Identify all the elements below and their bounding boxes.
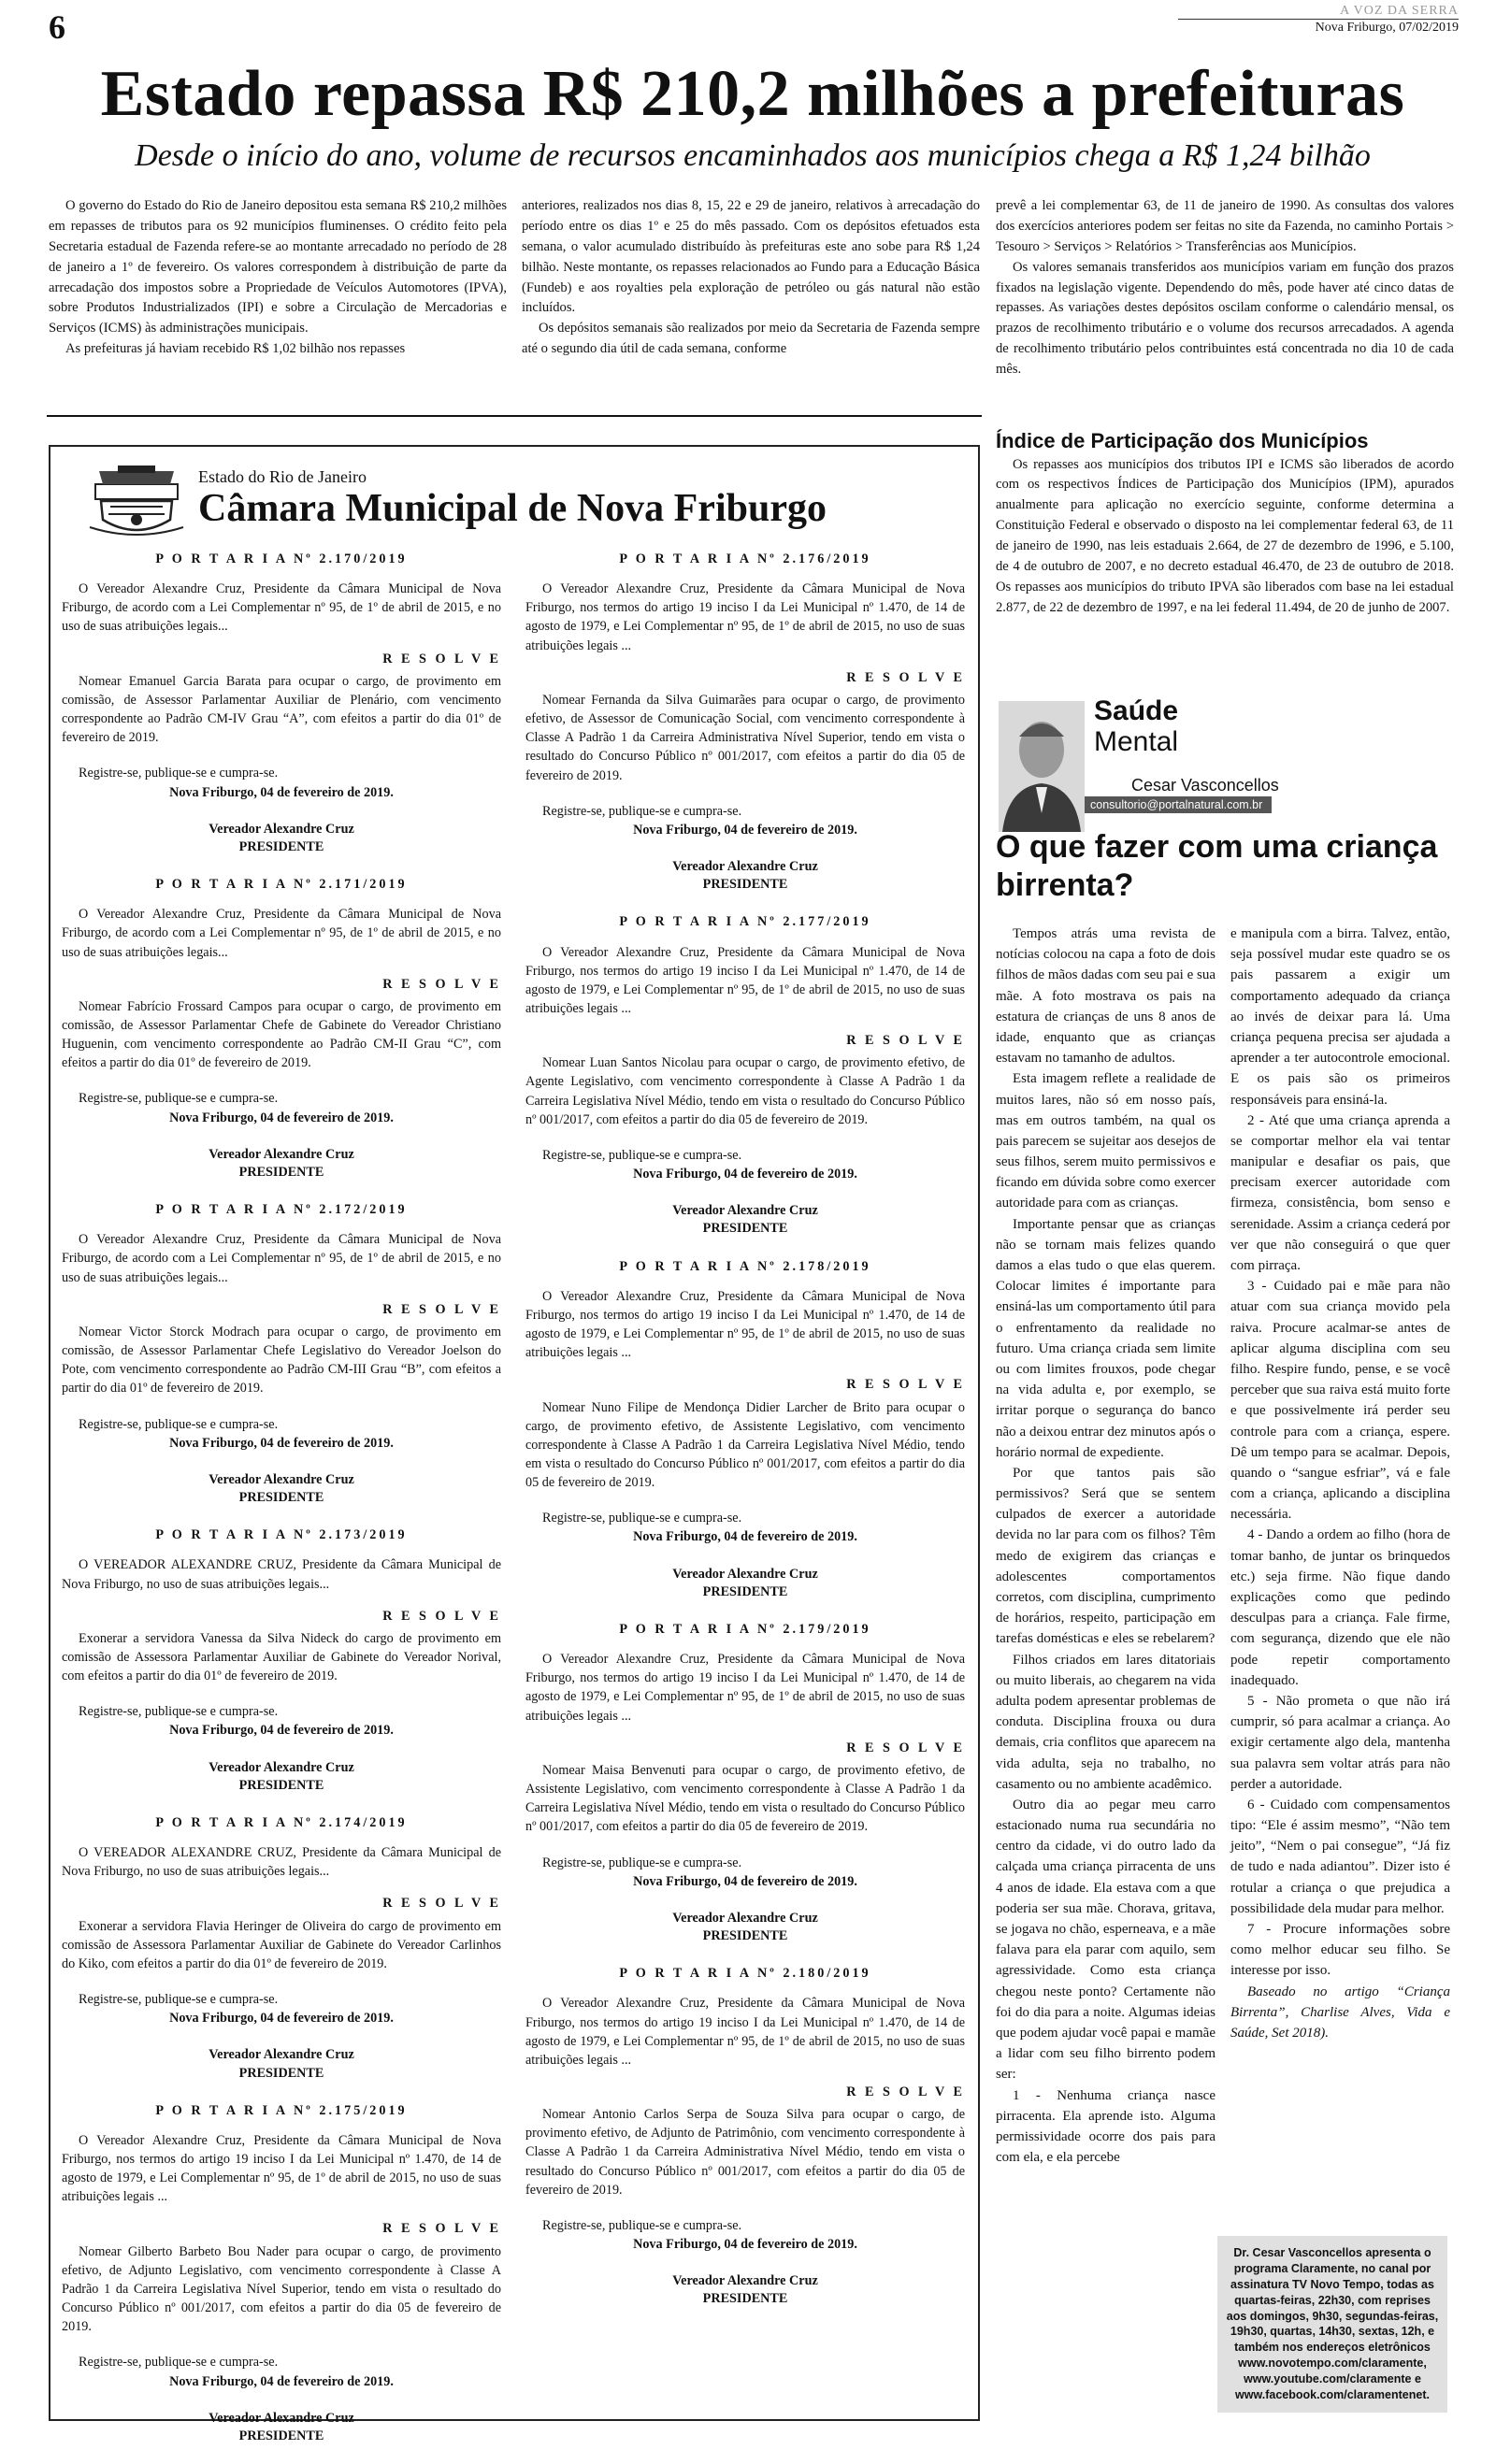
indice-section: [996, 428, 1454, 619]
portaria-resolve: R E S O L V E: [382, 1896, 501, 1912]
portaria-intro: O Vereador Alexandre Cruz, Presidente da Câmara Municipal de Nova Friburgo, nos termos do artigo 19 inciso I da Lei Municipal nº 1.470, de 14 de agosto de 1979, e Lei Complementar nº 95, de 1º de abril de 2015, no uso de suas atribuições legais ...: [525, 1652, 965, 1724]
portaria-title: P O R T A R I A Nº 2.173/2019: [155, 1527, 408, 1543]
portaria-notice: [525, 1620, 965, 1945]
portaria-title: P O R T A R I A Nº 2.180/2019: [619, 1966, 871, 1982]
portaria-role: PRESIDENTE: [702, 1583, 788, 1599]
coat-of-arms-icon: [90, 466, 183, 537]
portaria-register: Registre-se, publique-se e cumpra-se.: [79, 1091, 279, 1107]
portaria-signer: Vereador Alexandre Cruz: [209, 1471, 354, 1487]
portaria-signer: Vereador Alexandre Cruz: [672, 1203, 818, 1219]
column-paragraph: Esta imagem reflete a realidade de muitos lares, não só em nosso país, mas em outros também, na qual os pais parecem se sujeitar aos desejos de seus filhos, serem muito permissivos e ficando em dúvida sobre como exercer autoridade para com as crianças.: [996, 1071, 1216, 1211]
portaria-body: Nomear Luan Santos Nicolau para ocupar o cargo, de provimento efetivo, de Agente Legislativo, com vencimento correspondente à Classe A Padrão 1 da Carreira Legislativa Nível Médio, tendo em vista o resultado do Concurso Público nº 001/2017, com efeitos a partir do dia 05 de fevereiro de 2019.: [525, 1055, 965, 1127]
portaria-register: Registre-se, publique-se e cumpra-se.: [79, 2355, 279, 2371]
article-column-2: [522, 196, 980, 360]
portaria-register: Registre-se, publique-se e cumpra-se.: [79, 1704, 279, 1720]
column-paragraph: Importante pensar que as crianças não se tornam mais felizes quando damos a elas tudo o que elas querem. Colocar limites é importante para ensiná-las um comportamento útil para o enfrentamento da realidade no futuro. Uma criança criada sem limite ou com limites frouxos, pode chegar na vida adulta e, por exemplo, se irritar porque o segurança do banco não a deixou entrar dez minutos após o horário normal de expediente.: [996, 1216, 1216, 1460]
portaria-register: Registre-se, publique-se e cumpra-se.: [79, 766, 279, 781]
column-body-1: [996, 924, 1216, 2168]
portaria-role: PRESIDENTE: [702, 1928, 788, 1944]
column-paragraph: 2 - Até que uma criança aprenda a se comportar melhor ela vai tentar manipular e desafiar os pais, que precisam exercer autoridade com firmeza, consistência, bom senso e serenidade. Assim a criança cederá por ver que não conseguirá o que quer com pirraça.: [1230, 1112, 1450, 1273]
portaria-resolve: R E S O L V E: [382, 1608, 501, 1624]
portaria-signer: Vereador Alexandre Cruz: [209, 2410, 354, 2426]
portaria-resolve: R E S O L V E: [846, 1740, 965, 1755]
column-paragraph: 5 - Não prometa o que não irá cumprir, só para acalmar a criança. Ao exigir certamente algo dela, mantenha sua palavra sem voltar atrás para não perder a autoridade.: [1230, 1693, 1450, 1792]
column-paragraph: Tempos atrás uma revista de notícias colocou na capa a foto de dois filhos de mãos dadas com seu pai e sua mãe. A foto mostrava os pais na estatura de crianças de uns 8 anos de idade, enquanto que as crianças estavam no tamanho de adultos.: [996, 926, 1216, 1067]
portaria-notice: [525, 912, 965, 1238]
edition-date: Nova Friburgo, 07/02/2019: [1178, 19, 1459, 36]
portaria-resolve: R E S O L V E: [382, 976, 501, 992]
portaria-role: PRESIDENTE: [238, 1490, 324, 1506]
article-column-3: [996, 196, 1454, 380]
camara-title: Câmara Municipal de Nova Friburgo: [198, 487, 827, 530]
column-body-2: [1230, 924, 1450, 2043]
portarias-left-column: [62, 550, 501, 2464]
column-credit: Baseado no artigo “Criança Birrenta”, Charlise Alves, Vida e Saúde, Set 2018).: [1230, 1984, 1450, 2041]
column-paragraph: Por que tantos pais são permissivos? Será que se sentem culpados de exercer a autoridade devida no lar para com os filhos? Têm medo de exigirem das crianças e adolescentes comportamentos corretos, com disciplina, cumprimento de horários, respeito, participação em tarefas domésticas e eles se rebelarem?: [996, 1465, 1216, 1647]
portaria-intro: O Vereador Alexandre Cruz, Presidente da Câmara Municipal de Nova Friburgo, nos termos do artigo 19 inciso I da Lei Municipal nº 1.470, de 14 de agosto de 1979, e Lei Complementar nº 95, de 1º de abril de 2015, no uso de suas atribuições legais ...: [525, 1996, 965, 2068]
portaria-notice: [525, 1257, 965, 1601]
portaria-body: Nomear Nuno Filipe de Mendonça Didier Larcher de Brito para ocupar o cargo, de provimento efetivo, de Assistente Legislativo, com vencimento correspondente à Classe A Padrão 1 da Carreira Legislativa Nível Médio, tendo em vista o resultado do Concurso Público nº 001/2017, com efeitos a partir do dia 05 de fevereiro de 2019.: [525, 1399, 965, 1491]
portaria-signer: Vereador Alexandre Cruz: [672, 1910, 818, 1926]
column-paragraph: 7 - Procure informações sobre como melhor educar seu filho. Se interesse por isso.: [1230, 1922, 1450, 1979]
portaria-body: Nomear Antonio Carlos Serpa de Souza Silva para ocupar o cargo, de provimento efetivo, de Adjunto de Patrimônio, com vencimento correspondente à Classe A Padrão 1 da Carreira Administrativa Nível Médio, tendo em vista o resultado do Concurso Público nº 001/2017, com efeitos a partir do dia 05 de fevereiro de 2019.: [525, 2107, 965, 2198]
portaria-body: Nomear Emanuel Garcia Barata para ocupar o cargo, de provimento em comissão, de Assessor Parlamentar Auxiliar de Plenário, com vencimento correspondente ao Padrão CM-IV Grau “A”, com efeitos a partir do dia 01º de fevereiro de 2019.: [62, 673, 501, 746]
portaria-place-date: Nova Friburgo, 04 de fevereiro de 2019.: [169, 1723, 394, 1739]
article-paragraph: prevê a lei complementar 63, de 11 de janeiro de 1990. As consultas dos valores dos exercícios anteriores podem ser feitas no site da Fazenda, no caminho Portais > Tesouro > Serviços > Relatórios > Transferências aos Municípios.: [996, 198, 1454, 254]
portaria-intro: O VEREADOR ALEXANDRE CRUZ, Presidente da Câmara Municipal de Nova Friburgo, no uso de suas atribuições legais...: [62, 1557, 501, 1592]
portaria-role: PRESIDENTE: [238, 1777, 324, 1793]
portaria-place-date: Nova Friburgo, 04 de fevereiro de 2019.: [169, 1110, 394, 1125]
portaria-register: Registre-se, publique-se e cumpra-se.: [542, 1511, 742, 1526]
portaria-register: Registre-se, publique-se e cumpra-se.: [542, 803, 742, 819]
author-email: consultorio@portalnatural.com.br: [1085, 796, 1272, 813]
portaria-register: Registre-se, publique-se e cumpra-se.: [79, 1992, 279, 2008]
portaria-notice: [62, 1200, 501, 1507]
column-author: Cesar Vasconcellos: [1131, 776, 1279, 795]
article-column-1: [49, 196, 507, 360]
column-title-light: Mental: [1094, 726, 1179, 757]
portaria-signer: Vereador Alexandre Cruz: [209, 1146, 354, 1162]
portaria-intro: O Vereador Alexandre Cruz, Presidente da Câmara Municipal de Nova Friburgo, nos termos do artigo 19 inciso I da Lei Municipal nº 1.470, de 14 de agosto de 1979, e Lei Complementar nº 95, de 1º de abril de 2015, no uso de suas atribuições legais ...: [525, 581, 965, 653]
portaria-title: P O R T A R I A Nº 2.179/2019: [619, 1621, 871, 1637]
portaria-title: P O R T A R I A Nº 2.171/2019: [155, 877, 408, 893]
portaria-role: PRESIDENTE: [238, 838, 324, 854]
portaria-notice: [525, 550, 965, 894]
portaria-body: Nomear Gilberto Barbeto Bou Nader para ocupar o cargo, de provimento efetivo, de Adjunto Legislativo, com vencimento correspondente à Classe A Padrão 1 da Carreira Legislativa Nível Superior, tendo em vista o resultado do Concurso Público nº 001/2017, com efeitos a partir do dia 05 de fevereiro de 2019.: [62, 2243, 501, 2335]
portaria-intro: O Vereador Alexandre Cruz, Presidente da Câmara Municipal de Nova Friburgo, de acordo com a Lei Complementar nº 95, de 1º de abril de 2015, e no uso de suas atribuições legais...: [62, 581, 501, 635]
portaria-signer: Vereador Alexandre Cruz: [209, 2047, 354, 2063]
portaria-title: P O R T A R I A Nº 2.175/2019: [155, 2102, 408, 2118]
portaria-body: Nomear Fabrício Frossard Campos para ocupar o cargo, de provimento em comissão, de Assessor Parlamentar Chefe de Gabinete do Vereador Christiano Huguenin, com vencimento correspondente ao Padrão CM-II Grau “C”, com efeitos a partir do dia 01º de fevereiro de 2019.: [62, 998, 501, 1071]
portaria-body: Exonerar a servidora Vanessa da Silva Nideck do cargo de provimento em comissão de Assessora Parlamentar Auxiliar de Gabinete do Vereador Norival, com efeitos a partir do dia 01º de fevereiro de 2019.: [62, 1630, 501, 1684]
portaria-resolve: R E S O L V E: [382, 2221, 501, 2237]
portaria-register: Registre-se, publique-se e cumpra-se.: [79, 1416, 279, 1432]
author-bio-box: Dr. Cesar Vasconcellos apresenta o programa Claramente, no canal por assinatura TV Novo Tempo, todas as quartas-feiras, 22h30, com reprises aos domingos, 9h30, segundas-feiras, 19h30, quartas, 14h30, sextas, 12h, e também nos endereços eletrônicos www.novotempo.com/claramente, www.youtube.com/claramente e www.facebook.com/claramentenet.: [1217, 2236, 1447, 2413]
portaria-role: PRESIDENTE: [238, 1164, 324, 1180]
column-headline: O que fazer com uma criança birrenta?: [996, 829, 1438, 903]
portaria-notice: [62, 2101, 501, 2445]
portaria-title: P O R T A R I A Nº 2.177/2019: [619, 914, 871, 930]
indice-paragraph: Os repasses aos municípios dos tributos IPI e ICMS são liberados de acordo com os respectivos Índices de Participação dos Municípios (IPM), apurados anualmente para aplicação no exercício seguinte, conforme determina a Constituição Federal e observado o disposto na lei complementar federal 63, de 11 de janeiro de 1990, nas leis estaduais 2.664, de 27 de dezembro de 1996, e 5.100, de 4 de outubro de 2007, e no decreto estadual 46.470, de 23 de outubro de 2018. Os repasses aos municípios do tributo IPVA são liberados com base na lei estadual 2.877, de 22 de dezembro de 1997, e na lei federal 11.494, de 20 de junho de 2007.: [996, 456, 1454, 615]
portaria-intro: O Vereador Alexandre Cruz, Presidente da Câmara Municipal de Nova Friburgo, nos termos do artigo 19 inciso I da Lei Municipal nº 1.470, de 14 de agosto de 1979, e Lei Complementar nº 95, de 1º de abril de 2015, no uso de suas atribuições legais ...: [62, 2132, 501, 2205]
portaria-resolve: R E S O L V E: [846, 1377, 965, 1393]
article-paragraph: Os depósitos semanais são realizados por meio da Secretaria de Fazenda sempre até o segundo dia útil de cada semana, conforme: [522, 321, 980, 357]
portaria-register: Registre-se, publique-se e cumpra-se.: [542, 2217, 742, 2233]
portaria-notice: [62, 550, 501, 856]
column-title-bold: Saúde: [1094, 695, 1179, 726]
portaria-role: PRESIDENTE: [238, 2065, 324, 2081]
portaria-title: P O R T A R I A Nº 2.172/2019: [155, 1202, 408, 1218]
article-paragraph: O governo do Estado do Rio de Janeiro depositou esta semana R$ 210,2 milhões em repasses de tributos para os 92 municípios fluminenses. O crédito feito pela Secretaria estadual de Fazenda refere-se ao montante arrecadado no período de 28 de janeiro a 1º de fevereiro. Os valores correspondem à distribuição de parte da arrecadação dos impostos sobre a Propriedade de Veículos Automotores (IPVA), sobre Produtos Industrializados (IPI) e sobre a Circulação de Mercadorias e Serviços (ICMS) às administrações municipais.: [49, 198, 507, 337]
portaria-register: Registre-se, publique-se e cumpra-se.: [542, 1855, 742, 1870]
portaria-place-date: Nova Friburgo, 04 de fevereiro de 2019.: [169, 2373, 394, 2389]
portaria-body: Exonerar a servidora Flavia Heringer de Oliveira do cargo de provimento em comissão de Assessora Parlamentar Auxiliar de Gabinete do Vereador Carlinhos do Kiko, com efeitos a partir do dia 01º de fevereiro de 2019.: [62, 1918, 501, 1971]
portaria-body: Nomear Maisa Benvenuti para ocupar o cargo, de provimento efetivo, de Assistente Legislativo, com vencimento correspondente à Classe A Padrão 1 da Carreira Legislativa Nível Médio, tendo em vista o resultado do Concurso Público nº 001/2017, com efeitos a partir do dia 05 de fevereiro de 2019.: [525, 1762, 965, 1835]
portaria-intro: O Vereador Alexandre Cruz, Presidente da Câmara Municipal de Nova Friburgo, nos termos do artigo 19 inciso I da Lei Municipal nº 1.470, de 14 de agosto de 1979, e Lei Complementar nº 95, de 1º de abril de 2015, no uso de suas atribuições legais ...: [525, 944, 965, 1016]
portaria-title: P O R T A R I A Nº 2.178/2019: [619, 1258, 871, 1274]
author-photo: [999, 701, 1085, 832]
article-headline: Estado repassa R$ 210,2 milhões a prefeituras: [100, 58, 1405, 130]
portaria-notice: [525, 1964, 965, 2308]
page-number: 6: [49, 8, 65, 46]
portaria-resolve: R E S O L V E: [846, 2084, 965, 2099]
portaria-place-date: Nova Friburgo, 04 de fevereiro de 2019.: [169, 2011, 394, 2027]
portaria-intro: O Vereador Alexandre Cruz, Presidente da Câmara Municipal de Nova Friburgo, de acordo com a Lei Complementar nº 95, de 1º de abril de 2015, e no uso de suas atribuições legais...: [62, 907, 501, 960]
portaria-body: Nomear Victor Storck Modrach para ocupar o cargo, de provimento em comissão, de Assessor Parlamentar Chefe Legislativo do Vereador Joelson do Pote, com vencimento correspondente ao Padrão CM-III Grau “B”, com efeitos a partir do dia 01º de fevereiro de 2019.: [62, 1324, 501, 1397]
paper-name: A VOZ DA SERRA: [1340, 4, 1459, 18]
article-paragraph: As prefeituras já haviam recebido R$ 1,02 bilhão nos repasses: [65, 341, 406, 357]
column-paragraph: 6 - Cuidado com compensamentos tipo: “Ele é assim mesmo”, “Não tem jeito”, “Nem o pai consegue”, “Já fiz de tudo e nada adiantou”. Dizer isto é rotular a criança o que prejudica a possibilidade dela mudar para melhor.: [1230, 1797, 1450, 1916]
portaria-intro: O Vereador Alexandre Cruz, Presidente da Câmara Municipal de Nova Friburgo, de acordo com a Lei Complementar nº 95, de 1º de abril de 2015, e no uso de suas atribuições legais...: [62, 1232, 501, 1285]
column-paragraph: Filhos criados em lares ditatoriais ou muito liberais, ao chegarem na vida adulta podem apresentar problemas de conduta. Disciplina frouxa ou dura demais, cria conflitos que aparecem na vida adulta, seja no trabalho, no casamento ou no ambiente acadêmico.: [996, 1652, 1216, 1792]
article-subhead: Desde o início do ano, volume de recursos encaminhados aos municípios chega a R$ 1,24 bilhão: [135, 138, 1371, 173]
portaria-notice: [62, 1813, 501, 2083]
portaria-place-date: Nova Friburgo, 04 de fevereiro de 2019.: [633, 1167, 857, 1182]
portaria-place-date: Nova Friburgo, 04 de fevereiro de 2019.: [633, 1873, 857, 1889]
portaria-role: PRESIDENTE: [238, 2428, 324, 2443]
section-divider: [47, 415, 982, 417]
portaria-place-date: Nova Friburgo, 04 de fevereiro de 2019.: [169, 1435, 394, 1451]
portaria-title: P O R T A R I A Nº 2.170/2019: [155, 552, 408, 566]
portaria-place-date: Nova Friburgo, 04 de fevereiro de 2019.: [633, 2237, 857, 2253]
portaria-resolve: R E S O L V E: [846, 1033, 965, 1049]
column-paragraph: e manipula com a birra. Talvez, então, seja possível mudar este quadro se os pais passarem a exigir um comportamento adequado da criança ao invés de deixar para lá. Uma criança pequena precisa ser ajudada a aprender a ter autocontrole emocional. E os pais são os primeiros responsáveis para ensiná-la.: [1230, 926, 1450, 1108]
portaria-resolve: R E S O L V E: [846, 669, 965, 685]
indice-title: Índice de Participação dos Municípios: [996, 429, 1369, 452]
portaria-signer: Vereador Alexandre Cruz: [672, 859, 818, 875]
portaria-role: PRESIDENTE: [702, 877, 788, 893]
portaria-title: P O R T A R I A Nº 2.174/2019: [155, 1814, 408, 1830]
portarias-right-column: [525, 550, 965, 2328]
portaria-body: Nomear Fernanda da Silva Guimarães para ocupar o cargo, de provimento efetivo, de Assessor de Comunicação Social, com vencimento correspondente à Classe A Padrão 1 da Carreira Administrativa Nível Superior, tendo em vista o resultado do Concurso Público nº 001/2017, com efeitos a partir do dia 05 de fevereiro de 2019.: [525, 692, 965, 783]
column-paragraph: Outro dia ao pegar meu carro estacionado numa rua secundária no centro da cidade, vi do outro lado da calçada uma criança pirracenta de uns 4 anos de idade. Ela estava com a que poderia ser sua mãe. Chorava, gritava, se jogava no chão, esperneava, e a mãe falava para ela parar com aquilo, sem agressividade. Como esta criança chegou neste ponto? Certamente não foi do dia para a noite. Algumas ideias que podem ajudar você papai e mamãe a lidar com seu filho birrento podem ser:: [996, 1797, 1216, 2083]
portaria-role: PRESIDENTE: [702, 1221, 788, 1237]
portaria-intro: O Vereador Alexandre Cruz, Presidente da Câmara Municipal de Nova Friburgo, nos termos do artigo 19 inciso I da Lei Municipal nº 1.470, de 14 de agosto de 1979, e Lei Complementar nº 95, de 1º de abril de 2015, no uso de suas atribuições legais ...: [525, 1288, 965, 1361]
portaria-title: P O R T A R I A Nº 2.176/2019: [619, 552, 871, 566]
portaria-resolve: R E S O L V E: [382, 1301, 501, 1317]
portaria-signer: Vereador Alexandre Cruz: [672, 1566, 818, 1582]
column-title: [1094, 695, 1178, 757]
portaria-place-date: Nova Friburgo, 04 de fevereiro de 2019.: [169, 784, 394, 800]
portaria-notice: [62, 1526, 501, 1795]
portaria-resolve: R E S O L V E: [382, 651, 501, 666]
column-paragraph: 4 - Dando a ordem ao filho (hora de tomar banho, de juntar os brinquedos etc.) seja firme. Não fique dando explicações como que pedindo desculpas para a criança. Fale firme, com segurança, dizendo que ele não pode repetir comportamento inadequado.: [1230, 1527, 1450, 1688]
portaria-intro: O VEREADOR ALEXANDRE CRUZ, Presidente da Câmara Municipal de Nova Friburgo, no uso de suas atribuições legais...: [62, 1845, 501, 1880]
portaria-role: PRESIDENTE: [702, 2291, 788, 2307]
camara-state: Estado do Rio de Janeiro: [198, 467, 367, 486]
column-paragraph: 1 - Nenhuma criança nasce pirracenta. Ela aprende isto. Alguma permissividade ocorre dos pais para com ela, e ela percebe: [996, 2087, 1216, 2166]
article-paragraph: anteriores, realizados nos dias 8, 15, 22 e 29 de janeiro, relativos à arrecadação do período entre os dias 1º e 25 do mês passado. Com os depósitos efetuados esta semana, o valor acumulado distribuído às prefeituras este ano sobe para R$ 1,24 bilhão. Neste montante, os repasses relacionados ao Fundo para a Educação Básica (Fundeb) e aos royalties pela exploração de petróleo ou gás natural não estão incluídos.: [522, 198, 980, 316]
column-paragraph: 3 - Cuidado pai e mãe para não atuar com sua criança movido pela raiva. Procure acalmar-se antes de aplicar alguma disciplina com seu filho. Respire fundo, pense, e se você perceber que sua raiva está muito forte e que possivelmente irá perder seu controle para com a criança, espere. Dê um tempo para se acalmar. Depois, quando o “sangue esfriar”, vá e fale com a criança, aplicando a disciplina necessária.: [1230, 1279, 1450, 1523]
article-paragraph: Os valores semanais transferidos aos municípios variam em função dos prazos fixados na legislação vigente. Dependendo do mês, pode haver até cinco datas de repasses. As variações destes depósitos oscilam conforme o calendário mensal, os prazos de recolhimento tributário e o volume dos recursos arrecadados. A agenda de recolhimento tributário pelos contribuintes está concentrada no dia 10 de cada mês.: [996, 259, 1454, 378]
portaria-register: Registre-se, publique-se e cumpra-se.: [542, 1147, 742, 1163]
masthead: [1178, 4, 1459, 36]
portaria-signer: Vereador Alexandre Cruz: [672, 2273, 818, 2289]
portaria-signer: Vereador Alexandre Cruz: [209, 1759, 354, 1775]
portaria-place-date: Nova Friburgo, 04 de fevereiro de 2019.: [633, 822, 857, 838]
portaria-notice: [62, 875, 501, 1182]
portaria-signer: Vereador Alexandre Cruz: [209, 821, 354, 837]
portaria-place-date: Nova Friburgo, 04 de fevereiro de 2019.: [633, 1529, 857, 1545]
